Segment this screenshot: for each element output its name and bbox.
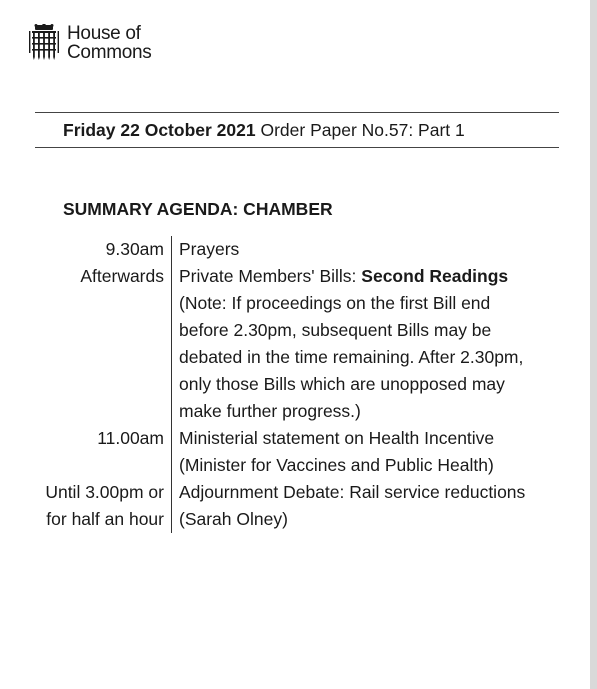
house-of-commons-logo: [27, 24, 151, 62]
section-title: SUMMARY AGENDA: CHAMBER: [63, 199, 333, 219]
agenda-time: Until 3.00pm or for half an hour: [40, 479, 172, 533]
agenda-row: [40, 425, 560, 479]
order-paper-header: [63, 118, 465, 142]
header-rule-top: [35, 112, 559, 113]
page-edge: [590, 0, 597, 689]
agenda-item-text: Private Members' Bills:: [179, 266, 357, 286]
logo-wordmark: [67, 24, 151, 62]
summary-agenda: [40, 236, 560, 533]
agenda-time: 9.30am: [40, 236, 172, 263]
logo-line-2: Commons: [67, 42, 152, 63]
order-paper-number: Order Paper No.57: Part 1: [260, 120, 465, 140]
agenda-row: [40, 236, 560, 263]
agenda-time: 11.00am: [40, 425, 172, 479]
header-rule-bottom: [35, 147, 559, 148]
agenda-row: [40, 479, 560, 533]
agenda-description: [172, 263, 535, 425]
agenda-description: [172, 479, 535, 533]
portcullis-icon: [27, 24, 61, 60]
agenda-row: [40, 263, 560, 425]
agenda-description: [172, 236, 535, 263]
agenda-note: (Note: If proceedings on the first Bill end before 2.30pm, subsequent Bills may be debated in the time remaining. After 2.30pm, only those Bills which are unopposed may make further progress.): [179, 293, 524, 421]
agenda-item-text: Prayers: [179, 239, 240, 259]
agenda-item-text: Ministerial statement on Health Incentive (Minister for Vaccines and Public Health): [179, 428, 495, 475]
agenda-item-bold-text: Second Readings: [361, 266, 509, 286]
agenda-time: Afterwards: [40, 263, 172, 425]
agenda-item-text: Adjournment Debate: Rail service reductions (Sarah Olney): [179, 482, 526, 529]
order-paper-date: Friday 22 October 2021: [63, 120, 256, 140]
logo-line-1: House of: [67, 23, 141, 44]
agenda-description: [172, 425, 535, 479]
